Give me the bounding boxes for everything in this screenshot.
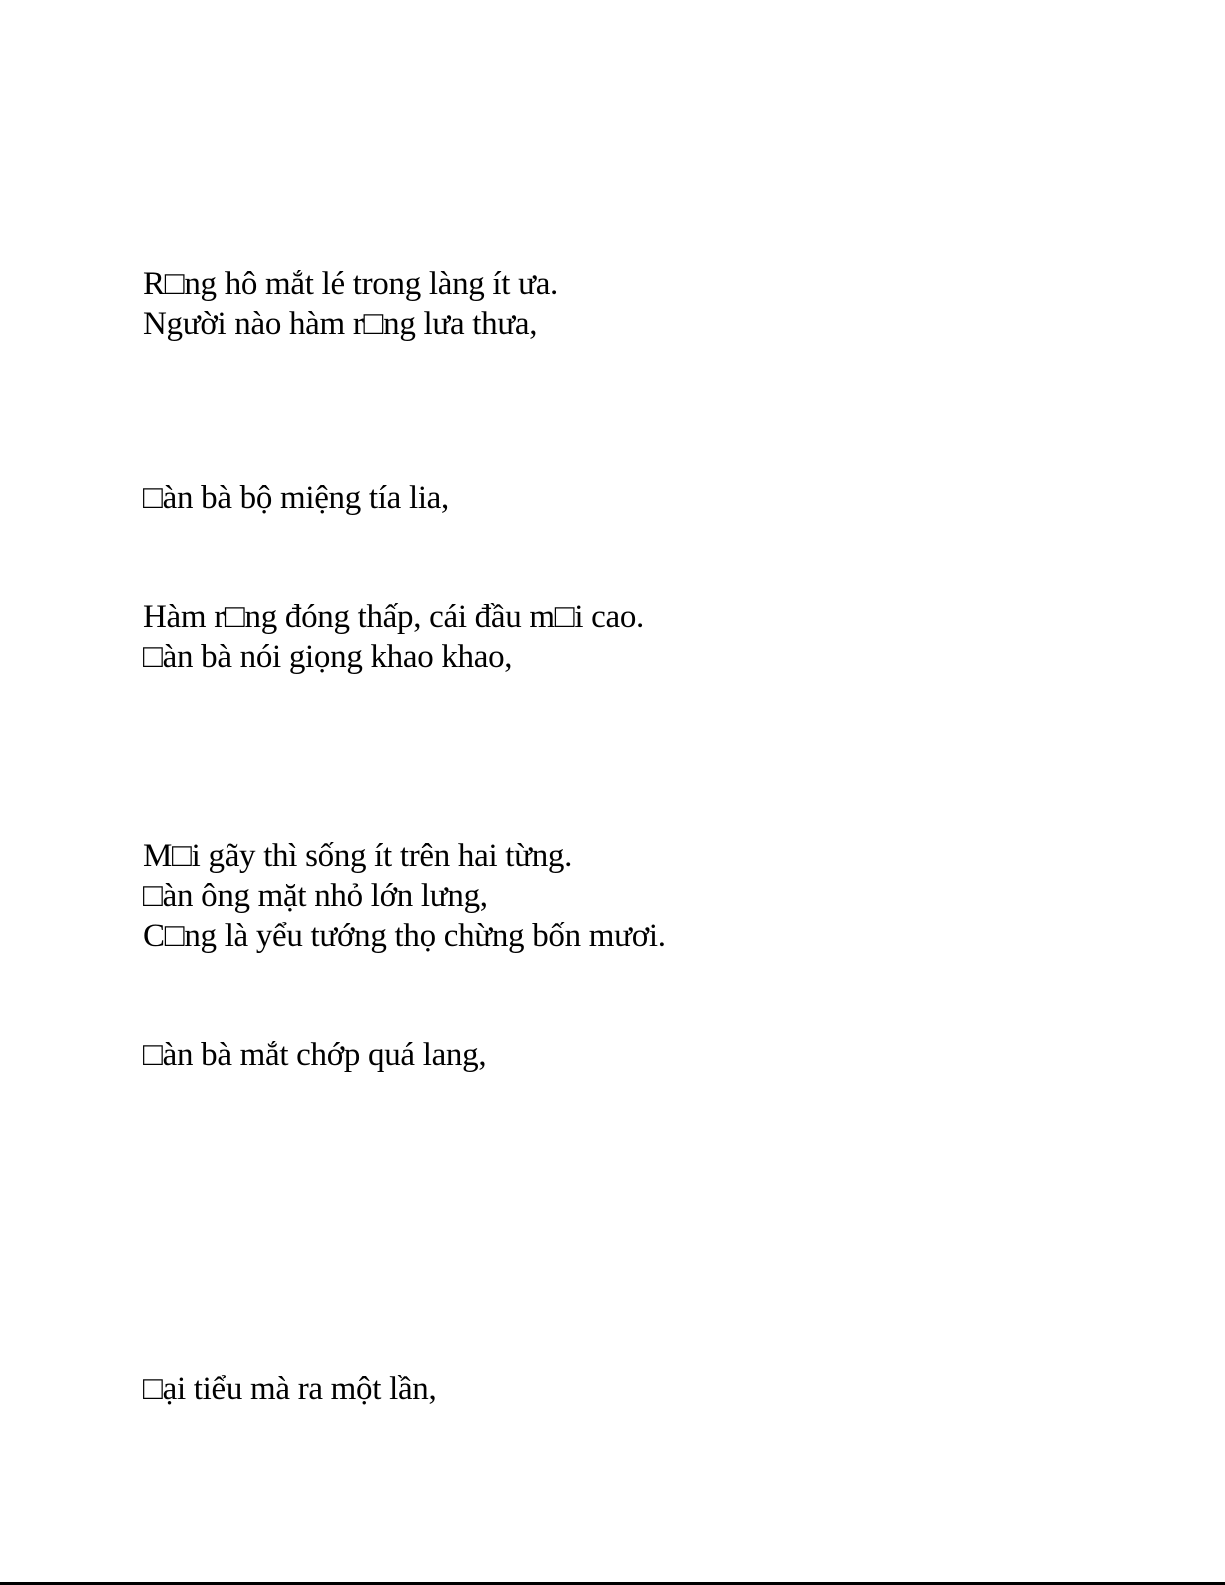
verse-line: □àn bà bộ miệng tía lia, [143, 480, 449, 516]
verse-line: Hàm r□ng đóng thấp, cái đầu m□i cao. [143, 599, 645, 635]
verse-line: M□i gãy thì sống ít trên hai từng. [143, 838, 573, 874]
verse-line: □ại tiểu mà ra một lần, [143, 1371, 437, 1407]
verse-line: Người nào hàm r□ng lưa thưa, [143, 306, 538, 342]
verse-line: □àn bà nói giọng khao khao, [143, 639, 513, 675]
verse-line: □àn ông mặt nhỏ lớn lưng, [143, 878, 488, 914]
verse-line: □àn bà mắt chớp quá lang, [143, 1037, 487, 1073]
verse-line: C□ng là yểu tướng thọ chừng bốn mươi. [143, 918, 666, 954]
verse-line: R□ng hô mắt lé trong làng ít ưa. [143, 266, 558, 302]
